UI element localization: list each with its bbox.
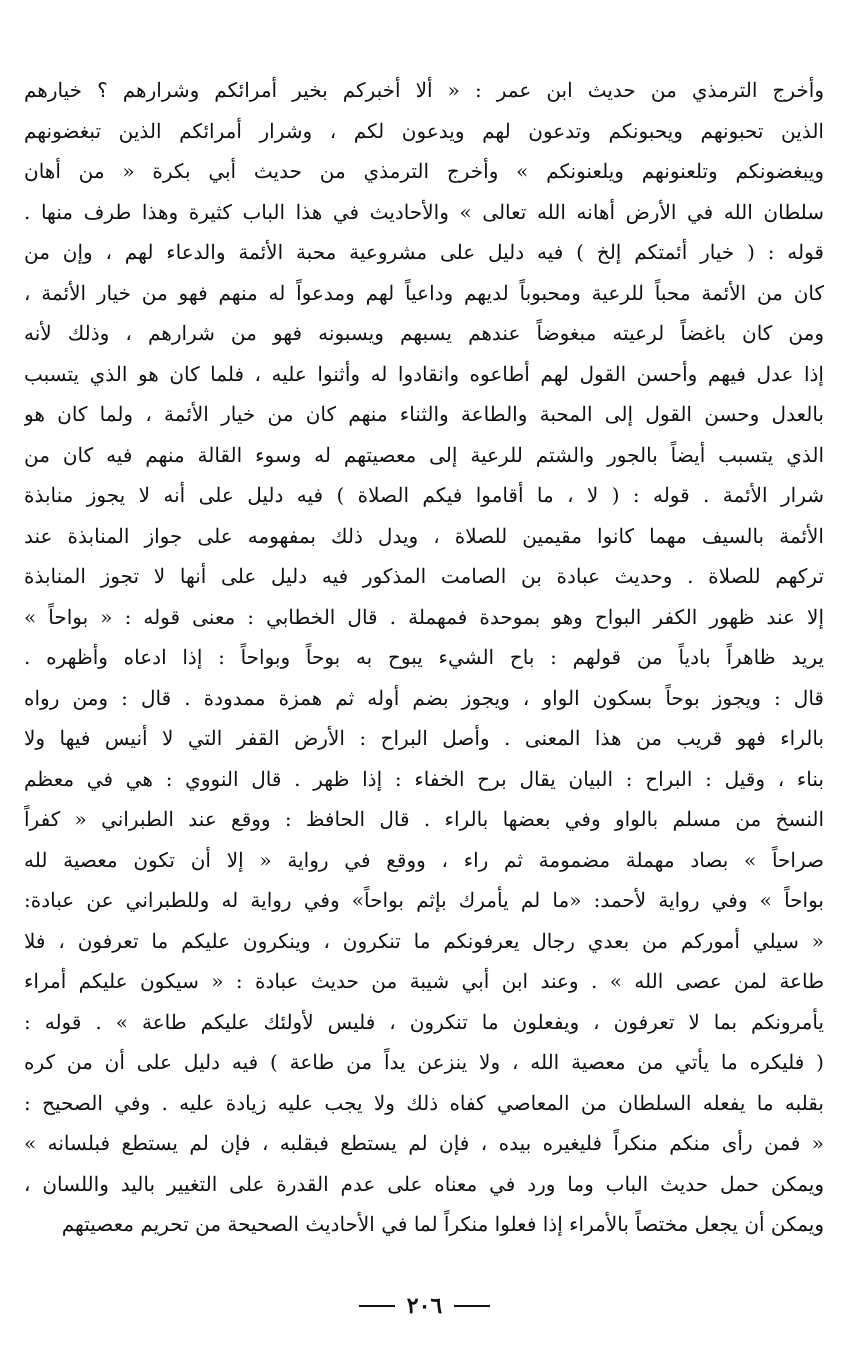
text-line: ومن كان باغضاً لرعيته مبغوضاً عندهم يسبهم ويسبونه فهو من شرارهم ، وذلك لأنه [24,321,824,345]
text-line: بالراء فهو قريب من هذا المعنى . وأصل البراح : الأرض القفر التي لا أنيس فيها ولا [24,726,824,750]
text-line: « فمن رأى منكم منكراً فليغيره بيده ، فإن لم يستطع فبقلبه ، فإن لم يستطع فبلسانه » [24,1131,824,1155]
text-line: إلا عند ظهور الكفر البواح وهو بموحدة فمهملة . قال الخطابي : معنى قوله : « بواحاً » [24,604,824,629]
text-line: تركهم للصلاة . وحديث عبادة بن الصامت المذكور فيه دليل على أنها لا تجوز المنابذة [24,564,824,588]
text-line: ويمكن حمل حديث الباب وما ورد في معناه على عدم القدرة على التغيير باليد واللسان ، [24,1171,824,1196]
page-number: ٢٠٦ [406,1293,443,1319]
text-line: طاعة لمن عصى الله » . وعند ابن أبي شيبة من حديث عبادة : « سيكون عليكم أمراء [24,969,824,993]
footer-dash-right [454,1305,490,1307]
text-line: ( فليكره ما يأتي من معصية الله ، ولا ينزعن يداً من طاعة ) فيه دليل على أن من كره [24,1050,824,1074]
text-line: الذين تحبونهم ويحبونكم وتدعون لهم ويدعون لكم ، وشرار أمرائكم الذين تبغضونهم [24,118,824,143]
text-line: يأمرونكم بما لا تعرفون ، ويفعلون ما تنكرون ، فليس لأولئك عليكم طاعة » . قوله : [24,1009,824,1034]
text-line: الذي يتسبب أيضاً بالجور والشتم للرعية إلى معصيتهم له وسوء القالة منهم فيه كان من [24,442,824,467]
text-line: إذا عدل فيهم وأحسن القول لهم أطاعوه وانقادوا له وأثنوا عليه ، فلما كان هو الذي يتسبب [24,361,824,386]
text-line: بقلبه ما يفعله السلطان من المعاصي كفاه ذلك ولا يجب عليه زيادة عليه . وفي الصحيح : [24,1090,824,1115]
text-line: بواحاً » وفي رواية لأحمد: «ما لم يأمرك بإثم بواحاً» وفي رواية له وللطبراني عن عبادة: [24,888,824,912]
text-line: صراحاً » بصاد مهملة مضمومة ثم راء ، ووقع في رواية « إلا أن تكون معصية لله [24,847,824,872]
footer-dash-left [359,1305,395,1307]
text-line: شرار الأئمة . قوله : ( لا ، ما أقاموا فيكم الصلاة ) فيه دليل على أنه لا يجوز منابذة [24,483,824,507]
text-line: ويبغضونكم وتلعنونهم ويلعنونكم » وأخرج الترمذي من حديث أبي بكرة « من أهان [24,159,824,183]
text-line: يريد ظاهراً بادياً من قولهم : باح الشيء يبوح به بوحاً وبواحاً : إذا ادعاه وأظهره . [24,645,824,669]
text-line: كان من الأئمة محباً للرعية ومحبوباً لديهم وداعياً لهم ومدعواً له منهم فهو من خيار الأئمة ، [24,280,824,305]
text-line: قوله : ( خيار أئمتكم إلخ ) فيه دليل على مشروعية محبة الأئمة والدعاء لهم ، وإن من [24,240,824,264]
text-line: الأئمة بالسيف مهما كانوا مقيمين للصلاة ، ويدل ذلك بمفهومه على جواز المنابذة عند [24,523,824,548]
text-line: « سيلي أموركم من بعدي رجال يعرفونكم ما تنكرون ، وينكرون عليكم ما تعرفون ، فلا [24,928,824,953]
text-line: بناء ، وقيل : البراح : البيان يقال برح الخفاء : إذا ظهر . قال النووي : هي في معظم [24,766,824,791]
text-line: بالعدل وحسن القول إلى المحبة والطاعة والثناء منهم كان من خيار الأئمة ، ولما كان هو [24,402,824,426]
text-line: قال : ويجوز بوحاً بسكون الواو ، ويجوز بضم أوله ثم همزة ممدودة . قال : ومن رواه [24,685,824,710]
text-line: سلطان الله في الأرض أهانه الله تعالى » والأحاديث في هذا الباب كثيرة وهذا طرف منها . [24,199,824,224]
text-line: النسخ من مسلم بالواو وفي بعضها بالراء . قال الحافظ : ووقع عند الطبراني « كفراً [24,807,824,831]
text-body [24,70,824,1245]
text-line: ويمكن أن يجعل مختصاً بالأمراء إذا فعلوا منكراً لما في الأحاديث الصحيحة من تحريم معصيتهم [61,1212,824,1236]
page-footer [0,1288,849,1324]
text-line: وأخرج الترمذي من حديث ابن عمر : « ألا أخبركم بخير أمرائكم وشرارهم ؟ خيارهم [24,78,824,102]
